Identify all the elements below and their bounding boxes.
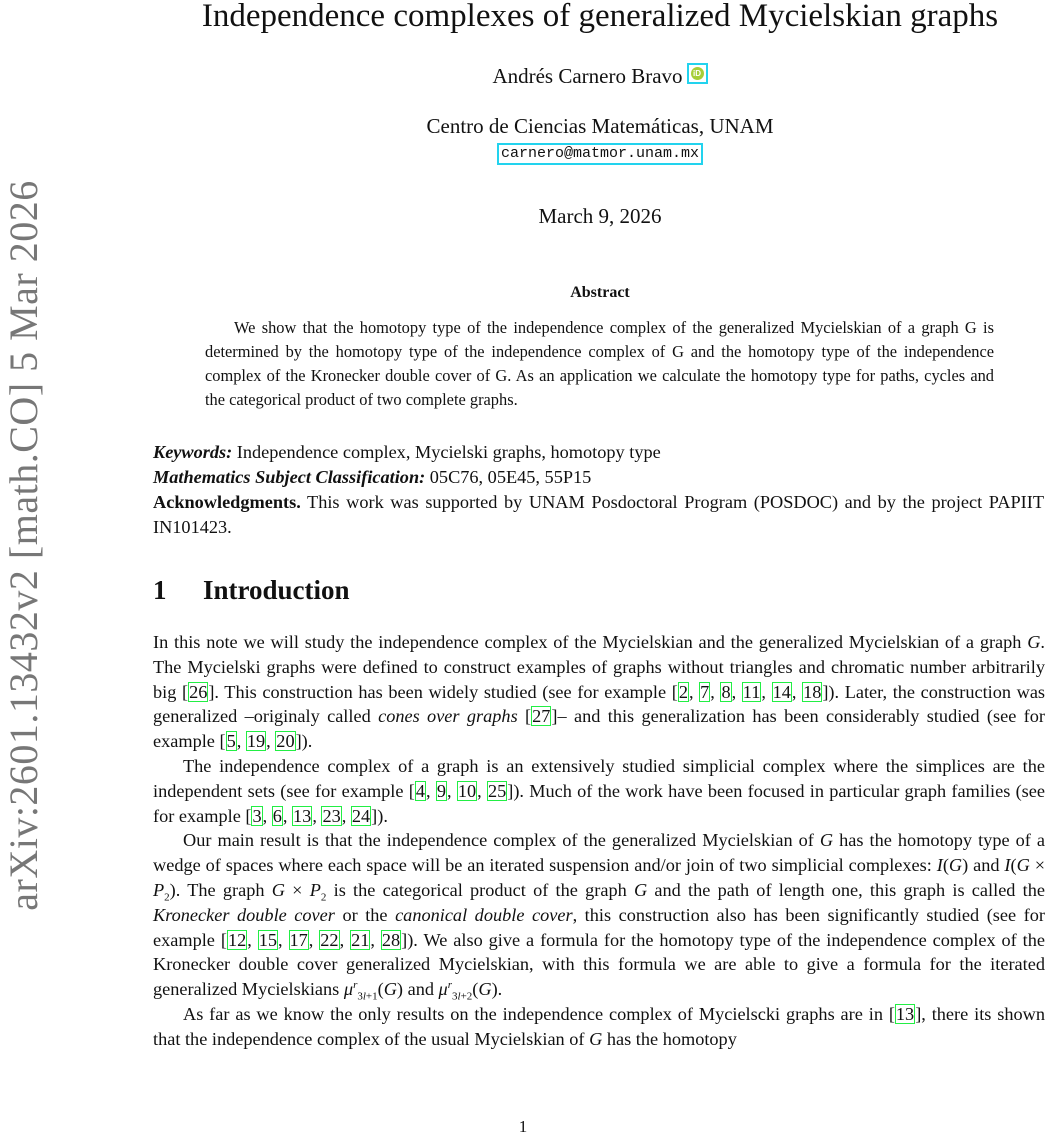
arxiv-watermark xyxy=(0,160,46,930)
author-name: Andrés Carnero Bravo xyxy=(492,64,683,88)
citation-link[interactable]: 11 xyxy=(742,681,761,702)
keywords-line xyxy=(153,440,1044,465)
citation-link[interactable]: 10 xyxy=(457,780,477,801)
citation-link[interactable]: 19 xyxy=(246,731,266,752)
abstract-heading: Abstract xyxy=(570,284,630,301)
msc-text: 05C76, 05E45, 55P15 xyxy=(429,467,592,487)
orcid-icon[interactable]: iD xyxy=(687,63,708,84)
citation-link[interactable]: 21 xyxy=(351,929,370,950)
citation-link[interactable]: 12 xyxy=(227,929,247,950)
citation-link[interactable]: 14 xyxy=(772,681,791,702)
keywords-text: Independence complex, Mycielski graphs, homotopy type xyxy=(236,442,661,462)
citation-link[interactable]: 13 xyxy=(895,1003,915,1024)
citation-link[interactable]: 6 xyxy=(272,805,282,826)
paper-title: Independence complexes of generalized Mycielskian graphs xyxy=(201,0,999,34)
keywords-label: Keywords: xyxy=(153,442,233,462)
section-number: 1 xyxy=(153,575,167,605)
section-title: Introduction xyxy=(203,575,350,605)
abstract-text: We show that the homotopy type of the independence complex of the generalized Mycielskian of a graph G is determined by the homotopy type of the independence complex of G and the homotopy type of the independence complex of the Kronecker double cover of G. As an application we calculate the homotopy type for paths, cycles and the categorical product of two complete graphs. xyxy=(205,318,994,409)
arxiv-id: arXiv:2601.13432v2 [math.CO] 5 Mar 2026 xyxy=(0,179,46,911)
citation-link[interactable]: 27 xyxy=(532,706,551,727)
citation-link[interactable]: 28 xyxy=(381,929,401,950)
paragraph: In this note we will study the independence complex of the Mycielskian and the generalized Mycielskian of a graph G. The Mycielski graphs were defined to construct examples of graphs without triangles and chromatic number arbitrarily big [26]. This construction has been widely studied (see for example [2, 7, 8, 11, 14, 18]). Later, the construction was generalized –originaly called cones over graphs [27]– and this generalization has been considerably studied (see for example [5, 19, 20]). xyxy=(153,632,1046,752)
ack-line xyxy=(153,490,1044,540)
email-line xyxy=(150,143,1046,165)
introduction-body xyxy=(153,630,1045,1052)
paragraph: As far as we know the only results on the independence complex of Mycielscki graphs are in [13], there its shown that the independence complex of the usual Mycielskian of G has the homotopy xyxy=(153,1003,1045,1049)
front-matter xyxy=(153,440,1044,540)
citation-link[interactable]: 18 xyxy=(803,681,822,702)
citation-link[interactable]: 23 xyxy=(322,805,341,826)
ack-label: Acknowledgments. xyxy=(153,492,301,512)
citation-link[interactable]: 7 xyxy=(700,681,710,702)
citation-link[interactable]: 25 xyxy=(487,780,507,801)
date: March 9, 2026 xyxy=(538,204,662,228)
section-heading xyxy=(153,575,350,606)
ack-text: This work was supported by UNAM Posdoctoral Program (POSDOC) and by the project PAPIIT IN101423. xyxy=(153,492,1044,537)
citation-link[interactable]: 9 xyxy=(436,780,446,801)
citation-link[interactable]: 2 xyxy=(678,681,688,702)
citation-link[interactable]: 26 xyxy=(189,681,208,702)
page-number: 1 xyxy=(518,1117,528,1136)
citation-link[interactable]: 15 xyxy=(258,929,277,950)
citation-link[interactable]: 3 xyxy=(252,805,262,826)
citation-link[interactable]: 22 xyxy=(320,929,339,950)
affiliation: Centro de Ciencias Matemáticas, UNAM xyxy=(426,114,774,138)
email-link[interactable]: carnero@matmor.unam.mx xyxy=(497,143,703,165)
paragraph: Our main result is that the independence complex of the generalized Mycielskian of G has the homotopy type of a wedge of spaces where each space will be an iterated suspension and/or join of two simplicial complexes: I(G) and $I(G \times P_2)$. The graph $G \times P_2$ is the categorical product of the graph G and the path of length one, this graph is called the Kronecker double cover or the canonical double cover, this construction also has been significantly studied (see for example [12, 15, 17, 22, 21, 28]). We also give a formula for the homotopy type of the independence complex of the Kronecker double cover generalized Mycielskian, with this formula we are able to give a formula for the iterated generalized Mycielskians $\mu^r_{3l+1}(G)$ and $\mu^r_{3l+2}(G)$. xyxy=(153,830,1046,1003)
citation-link[interactable]: 24 xyxy=(351,805,371,826)
msc-line xyxy=(153,465,1044,490)
paragraph: The independence complex of a graph is an extensively studied simplicial complex where the simplices are the independent sets (see for example [4, 9, 10, 25]). Much of the work have been focused in particular graph families (see for example [3, 6, 13, 23, 24]). xyxy=(153,755,1046,826)
citation-link[interactable]: 8 xyxy=(721,681,731,702)
citation-link[interactable]: 17 xyxy=(289,929,308,950)
citation-link[interactable]: 13 xyxy=(293,805,312,826)
msc-label: Mathematics Subject Classification: xyxy=(153,467,426,487)
citation-link[interactable]: 20 xyxy=(276,731,295,752)
citation-link[interactable]: 5 xyxy=(226,731,236,752)
citation-link[interactable]: 4 xyxy=(415,780,425,801)
author-line xyxy=(150,63,1046,89)
